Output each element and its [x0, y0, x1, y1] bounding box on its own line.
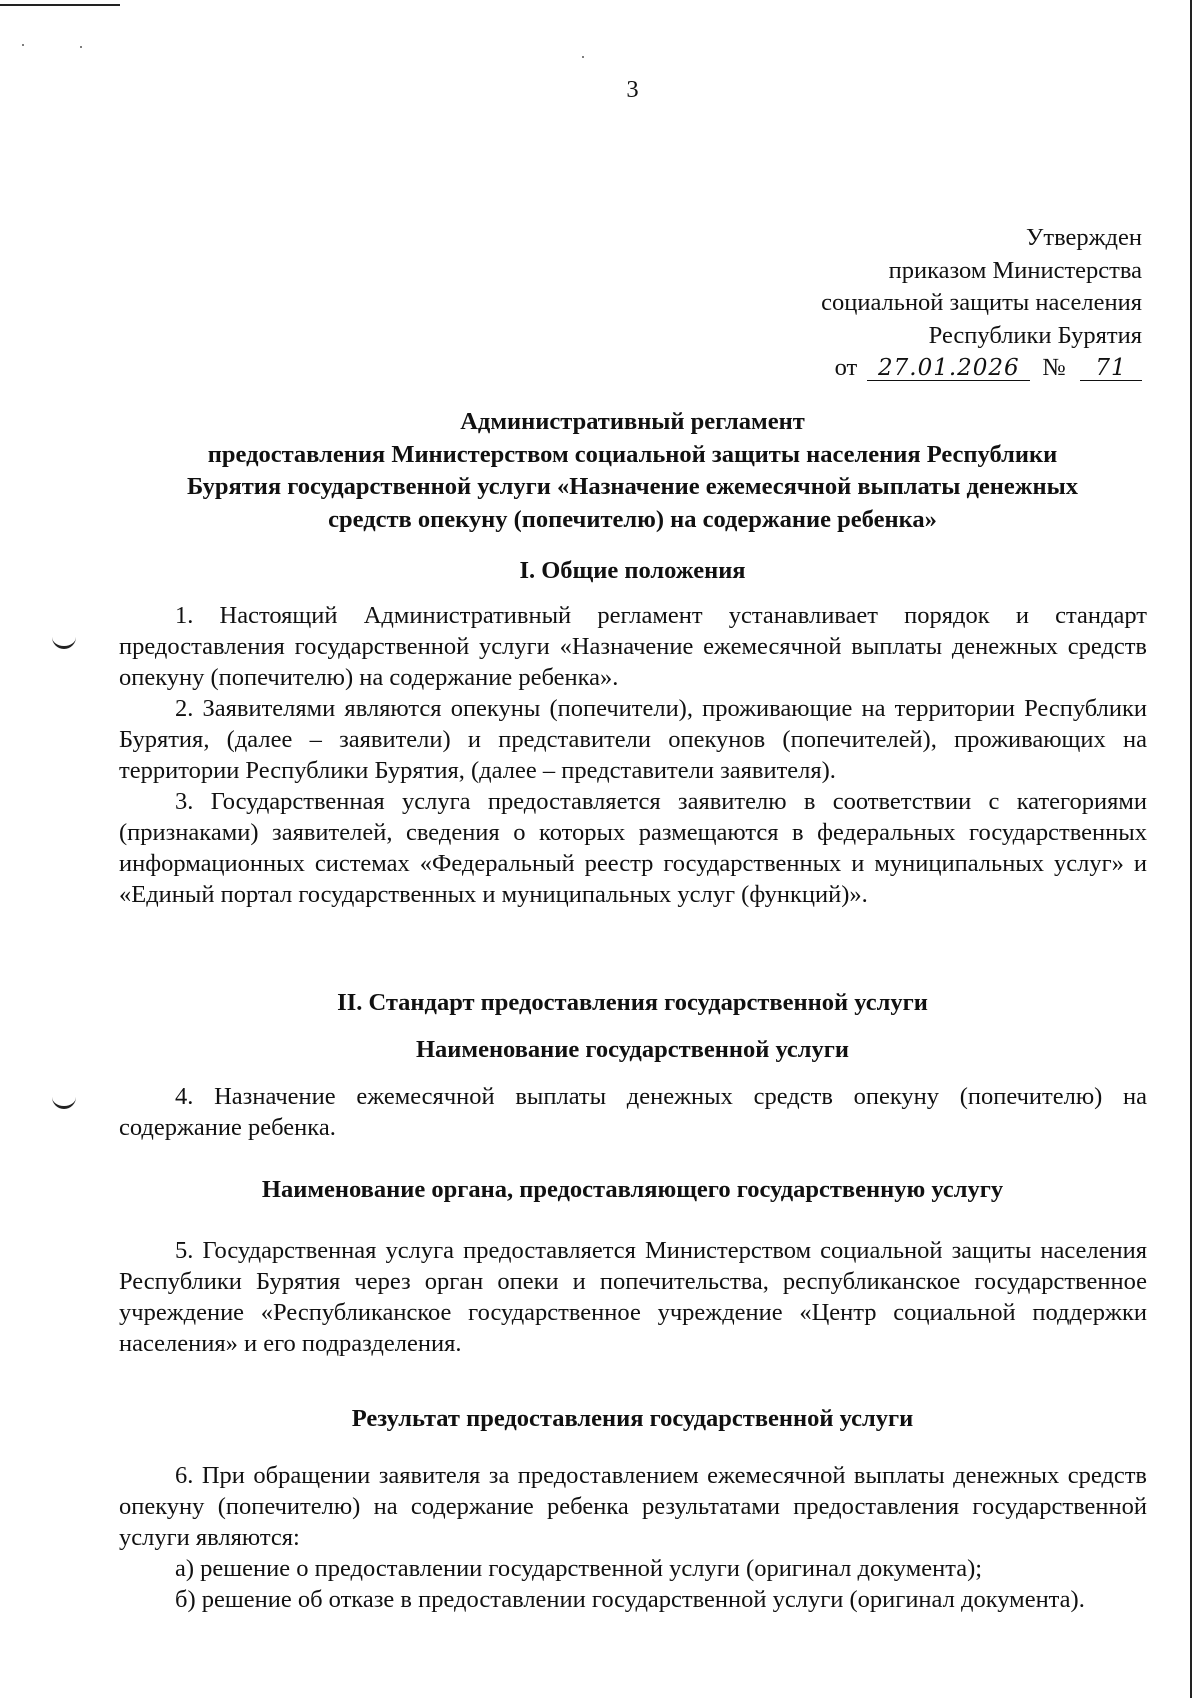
service-result-body	[119, 1460, 1147, 1615]
result-item-b: б) решение об отказе в предоставлении государственной услуги (оригинал документа).	[175, 1586, 1085, 1613]
scan-speck	[80, 46, 82, 48]
approval-line: Утвержден	[1026, 224, 1142, 251]
approval-stamp	[542, 222, 1142, 385]
paragraph-6: 6. При обращении заявителя за предоставлением ежемесячной выплаты денежных средств опекуну (попечителю) на содержание ребенка результатами предоставления государственной услуги являются:	[119, 1462, 1147, 1551]
paragraph-5: 5. Государственная услуга предоставляется Министерством социальной защиты населения Республики Бурятия через орган опеки и попечительства, республиканское государственное учреждение «Республиканское государственное учреждение «Центр социальной поддержки населения» и его подразделения.	[119, 1237, 1147, 1357]
title-line: Административный регламент	[460, 408, 805, 435]
service-authority-body	[119, 1235, 1147, 1359]
scan-bracket-mark	[52, 1096, 76, 1109]
result-item-a: а) решение о предоставлении государственной услуги (оригинал документа);	[175, 1555, 983, 1582]
approval-number: 71	[1080, 356, 1142, 381]
approval-date-line	[542, 352, 1142, 385]
scan-bracket-mark	[52, 636, 76, 649]
approval-line: социальной защиты населения	[821, 289, 1142, 316]
section-heading-general: I. Общие положения	[519, 557, 746, 584]
subheading-service-authority: Наименование органа, предоставляющего государственную услугу	[261, 1176, 1004, 1203]
section-heading-standard: II. Стандарт предоставления государственной услуги	[337, 989, 928, 1016]
approval-date: 27.01.2026	[867, 356, 1030, 381]
scan-page-edge	[1190, 0, 1192, 1698]
document-title	[120, 406, 1145, 536]
scan-speck	[582, 56, 584, 58]
paragraph-1: 1. Настоящий Административный регламент устанавливает порядок и стандарт предоставления государственной услуги «Назначение ежемесячной выплаты денежных средств опекуну (попечителю) на содержание ребенка».	[119, 602, 1147, 691]
approval-line: Республики Бурятия	[928, 321, 1142, 349]
service-name-body	[119, 1081, 1147, 1143]
subheading-service-result: Результат предоставления государственной услуги	[351, 1405, 914, 1432]
title-line: предоставления Министерством социальной защиты населения Республики	[207, 440, 1058, 468]
paragraph-4: 4. Назначение ежемесячной выплаты денежных средств опекуну (попечителю) на содержание ребенка.	[119, 1083, 1147, 1141]
title-line: средств опекуну (попечителю) на содержание ребенка»	[328, 505, 937, 533]
section-general-body	[119, 600, 1147, 910]
paragraph-3: 3. Государственная услуга предоставляется заявителю в соответствии с категориями (признаками) заявителей, сведения о которых размещаются в федеральных государственных информационных системах «Федеральный реестр государственных и муниципальных услуг» и «Единый портал государственных и муниципальных услуг (функций)».	[119, 788, 1147, 908]
page-number: 3	[626, 76, 639, 103]
approval-date-prefix: от	[834, 354, 858, 381]
subheading-service-name: Наименование государственной услуги	[415, 1036, 850, 1063]
paragraph-2: 2. Заявителями являются опекуны (попечители), проживающие на территории Республики Бурятия, (далее – заявители) и представители опекунов (попечителей), проживающих на территории Республики Бурятия, (далее – представители заявителя).	[119, 695, 1147, 784]
approval-line: приказом Министерства	[888, 256, 1142, 284]
scan-top-line	[0, 4, 120, 6]
approval-number-prefix: №	[1042, 354, 1066, 381]
scan-speck	[22, 44, 24, 46]
title-line: Бурятия государственной услуги «Назначение ежемесячной выплаты денежных	[187, 473, 1078, 500]
